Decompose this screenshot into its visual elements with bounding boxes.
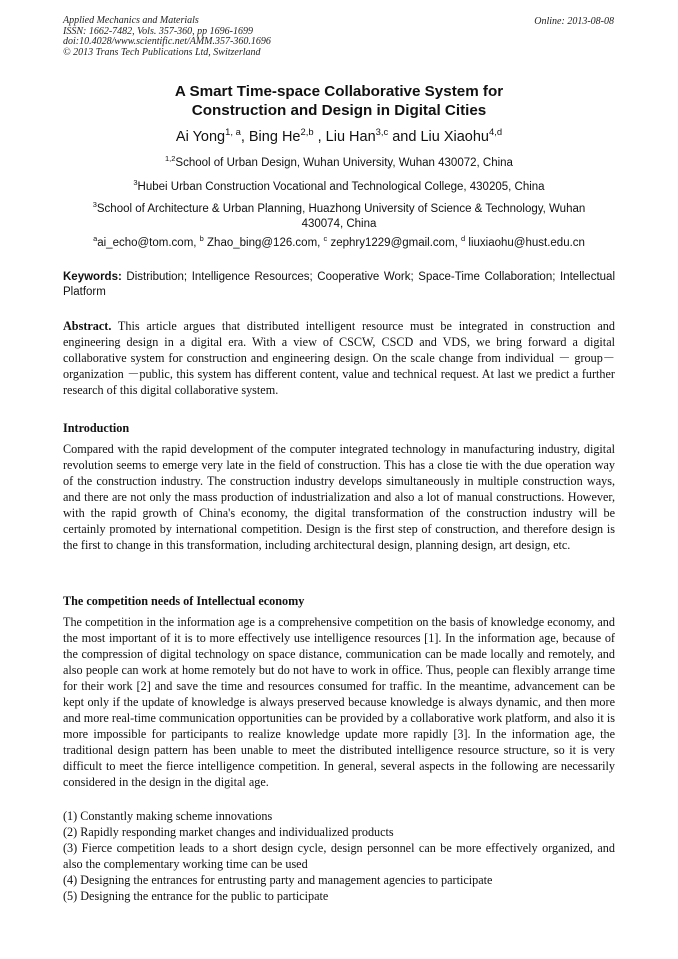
author-separator: , [313,129,326,145]
email-mark: a [93,234,98,244]
author-separator: , [240,129,249,145]
issn-line: ISSN: 1662-7482, Vols. 357-360, pp 1696-1699 [63,25,253,37]
email-address: zephry1229@gmail.com, [327,237,462,249]
list-item: (4) Designing the entrances for entrusting party and management agencies to participate [63,873,493,887]
email-address: liuxiaohu@hust.edu.cn [465,237,585,249]
abstract [63,318,615,398]
author-list [63,126,615,145]
affiliation-2 [63,180,615,195]
section-heading-competition: The competition needs of Intellectual economy [63,594,305,608]
affiliation-mark: 1,2 [165,154,176,164]
author-name: Liu Xiaohu [420,129,489,145]
keywords [63,270,615,300]
affiliation-text-continued: 430074, China [301,217,377,230]
affiliation-mark: 3 [92,200,97,210]
copyright-line: © 2013 Trans Tech Publications Ltd, Switzerland [63,46,261,58]
journal-name: Applied Mechanics and Materials [63,15,199,26]
author-affil-mark: 1, a [225,126,241,138]
affiliation-text: School of Architecture & Urban Planning, Huazhong University of Science & Technology, Wuhan [96,203,586,215]
author-affil-mark: 3,c [375,126,389,138]
online-date: Online: 2013-08-08 [534,16,614,27]
keywords-label: Keywords: [63,271,122,283]
author-name: Liu Han [325,129,376,145]
list-item: (5) Designing the entrance for the public to participate [63,889,329,903]
author-separator: and [388,129,421,145]
affiliation-text: Hubei Urban Construction Vocational and Technological College, 430205, China [137,181,545,193]
paper-title [63,82,615,120]
affiliation-mark: 3 [133,178,138,188]
email-address: Zhao_bing@126.com, [203,237,324,249]
author-name: Ai Yong [175,129,226,145]
author-affil-mark: 4,d [488,126,503,138]
doi-line: doi:10.4028/www.scientific.net/AMM.357-360.1696 [63,36,271,47]
list-item: (1) Constantly making scheme innovations [63,809,273,823]
section-heading-introduction: Introduction [63,421,130,435]
journal-header [63,16,271,58]
title-line-1: A Smart Time-space Collaborative System for [174,83,504,100]
email-mark: b [199,234,204,244]
list-item: (3) Fierce competition leads to a short design cycle, design personnel can be more effectively organized, and also the complementary working time can be used [63,841,615,871]
keywords-text: Distribution; Intelligence Resources; Cooperative Work; Space-Time Collaboration; Intellectual Platform [63,271,615,298]
author-affil-mark: 2,b [300,126,314,138]
list-item: (2) Rapidly responding market changes and individualized products [63,825,394,839]
abstract-label: Abstract. [63,319,112,333]
email-address: ai_echo@tom.com, [97,237,200,249]
email-mark: d [461,234,466,244]
title-line-2: Construction and Design in Digital Cities [191,102,487,119]
email-mark: c [323,234,328,244]
abstract-text: This article argues that distributed intelligent resource must be integrated in construction and engineering design in a digital era. With a view of CSCW, CSCD and VDS, we bring forward a digital collaborative system for construction and engineering design. On the scale change from individual － group－ organization －public, this system has different content, value and technical request. At last we predict a further research of this digital collaborative system. [63,319,615,397]
affiliation-text: School of Urban Design, Wuhan University, Wuhan 430072, China [175,157,513,169]
author-name: Bing He [248,129,301,145]
requirements-list [63,808,615,904]
email-list [63,236,615,251]
competition-paragraph: The competition in the information age is a comprehensive competition on the basis of knowledge economy, and the most important of it is to more effectively use intelligence resources [1]. In the information age, because of the compression of digital technology on space distance, communication can be made locally and remotely, and also people can work at home remotely but do not have to work in office. Thus, people can flexibly arrange time for their work [2] and save the time and resources consumed for traffic. In the meantime, advancement can be kept only if the update of knowledge is always preserved because knowledge is always dynamic, and then more and more real-time communication opportunities can be provided by a collaborative work platform, and also it is more impossible for participants to realize knowledge update more rapidly [3]. In the information age, the traditional design pattern has been unable to meet the distributed intelligence resource structure, so it is very difficult to meet the fierce intelligence competition. In general, several aspects in the following are necessarily considered in the design in the digital age. [63,615,615,789]
affiliation-3 [63,202,615,231]
affiliation-1 [63,156,615,171]
introduction-paragraph: Compared with the rapid development of the computer integrated technology in manufacturing industry, digital revolution seems to emerge very late in the field of construction. This has a close tie with the due operation way of the construction industry. The construction industry develops simultaneously in multiple construction ways, and there are not only the mass production of industrialization and also a lot of manual constructions. However, with the rapid growth of China's economy, the digital transformation of the construction industry will be certainly promoted by international competition. Design is the first step of construction, and therefore design is the first to change in this transformation, including architectural design, planning design, art design, etc. [63,442,615,552]
